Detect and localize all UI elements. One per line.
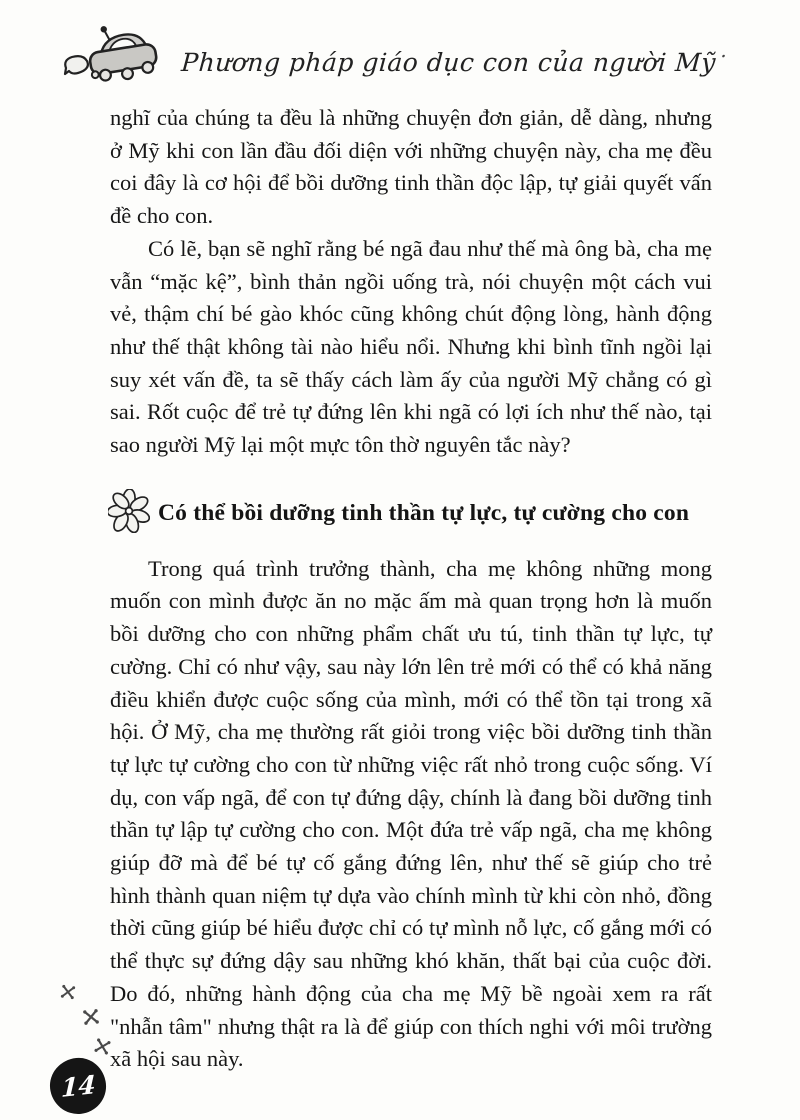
title-end-mark: · xyxy=(719,43,729,68)
x-stitch-mark-icon xyxy=(59,983,77,1001)
paragraph: nghĩ của chúng ta đều là những chuyện đơn giản, dễ dàng, nhưng ở Mỹ khi con lần đầu đối diện với những chuyện này, cha mẹ đều coi đây là cơ hội để bồi dưỡng tinh thần độc lập, tự giải quyết vấn đề cho con. xyxy=(110,105,712,229)
page-number-badge xyxy=(47,1055,109,1117)
page-body-text xyxy=(110,102,712,1076)
running-head-text: Phương pháp giáo dục con của người Mỹ xyxy=(180,47,717,77)
section-heading xyxy=(110,489,712,538)
paragraph: Trong quá trình trưởng thành, cha mẹ không những mong muốn con mình được ăn no mặc ấm mà quan trọng hơn là muốn bồi dưỡng cho con những phẩm chất ưu tú, tinh thần tự lực, tự cường. Chỉ có như vậy, sau này lớn lên trẻ mới có thể có khả năng điều khiển được cuộc sống của mình, mới có thể tồn tại trong xã hội. Ở Mỹ, cha mẹ thường rất giỏi trong việc bồi dưỡng tinh thần tự lực tự cường cho con từ những việc rất nhỏ trong cuộc sống. Ví dụ, con vấp ngã, để con tự đứng dậy, chính là đang bồi dưỡng tinh thần tự lập tự cường cho con. Một đứa trẻ vấp ngã, cha mẹ không giúp đỡ mà để bé tự cố gắng đứng lên, như thế sẽ giúp cho trẻ hình thành quan niệm tự dựa vào chính mình từ khi còn nhỏ, đồng thời cũng giúp bé hiểu được chỉ có tự mình nỗ lực, cố gắng mới có thể thực sự đứng dậy sau những khó khăn, thất bại của cuộc đời. Do đó, những hành động của cha mẹ Mỹ bề ngoài xem ra rất "nhẫn tâm" nhưng thật ra là để giúp con thích nghi với môi trường xã hội sau này. xyxy=(110,555,712,1072)
page-number: 14 xyxy=(60,1069,96,1103)
x-stitch-mark-icon xyxy=(81,1007,101,1027)
paragraph: Có lẽ, bạn sẽ nghĩ rằng bé ngã đau như thế mà ông bà, cha mẹ vẫn “mặc kệ”, bình thản ngồi uống trà, nói chuyện một cách vui vẻ, thậm chí bé gào khóc cũng không chút động lòng, hành động như thế thật không tài nào hiểu nổi. Nhưng khi bình tĩnh ngồi lại suy xét vấn đề, ta sẽ thấy cách làm ấy của người Mỹ chẳng có gì sai. Rốt cuộc để trẻ tự đứng lên khi ngã có lợi ích như thế nào, tại sao người Mỹ lại một mực tôn thờ nguyên tắc này? xyxy=(110,235,712,458)
toy-car-doodle-icon xyxy=(62,20,166,86)
page-header xyxy=(62,20,727,86)
running-head-title xyxy=(180,30,729,77)
section-heading-text: Có thể bồi dưỡng tinh thần tự lực, tự cường cho con xyxy=(158,499,690,526)
flower-icon xyxy=(108,489,150,538)
